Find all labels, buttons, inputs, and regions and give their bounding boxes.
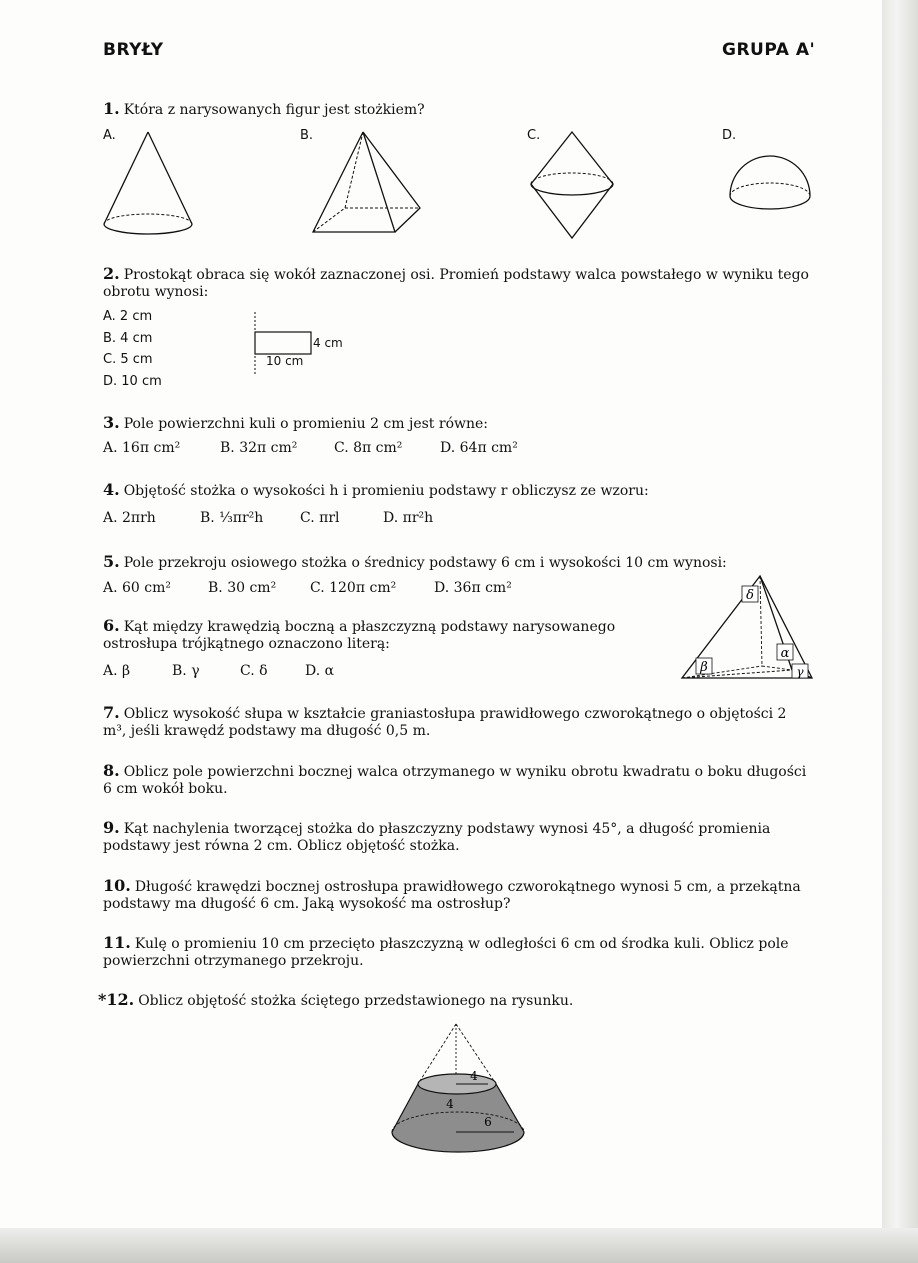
question-text: Długość krawędzi bocznej ostrosłupa prawidłowego czworokątnego wynosi 5 cm, a przekątna podstawy ma długość 6 cm. Jaką wysokość ma ostrosłup? — [103, 879, 801, 912]
question-number: 5. — [103, 552, 120, 571]
angle-delta-label: δ — [746, 588, 754, 603]
question-11 — [103, 934, 813, 970]
question-12 — [98, 991, 808, 1010]
question-number: 7. — [103, 703, 120, 722]
figure-truncated-cone — [388, 1022, 538, 1167]
option-d-label: D. — [722, 128, 737, 143]
figure-hemisphere — [726, 150, 816, 215]
angle-alpha-label: α — [780, 646, 790, 661]
width-label: 10 cm — [266, 354, 304, 368]
question-number: 6. — [103, 616, 120, 635]
option-c: C. πrl — [300, 510, 340, 526]
option-a: A. 2πrh — [103, 510, 156, 526]
question-text: Prostokąt obraca się wokół zaznaczonej osi. Promień podstawy walca powstałego w wyniku tego obrotu wynosi: — [103, 267, 809, 300]
question-number: 3. — [103, 413, 120, 432]
angle-beta-label: β — [700, 660, 708, 675]
question-text: Pole powierzchni kuli o promieniu 2 cm jest równe: — [123, 416, 489, 432]
option-b: B. 32π cm² — [220, 440, 298, 456]
option-a: A. β — [103, 663, 131, 679]
question-number: *12. — [98, 990, 135, 1009]
option-a-label: A. — [103, 128, 116, 143]
figure-triangular-pyramid — [680, 572, 820, 684]
option-c-label: C. — [527, 128, 541, 143]
option-c: C. 5 cm — [103, 352, 153, 367]
height-label: 4 cm — [313, 336, 343, 350]
question-2 — [103, 265, 813, 301]
question-text: Kulę o promieniu 10 cm przecięto płaszczyzną w odległości 6 cm od środka kuli. Oblicz pole powierzchni otrzymanego przekroju. — [103, 936, 789, 969]
question-number: 1. — [103, 99, 120, 118]
option-c: C. 120π cm² — [310, 580, 397, 596]
option-c: C. δ — [240, 663, 268, 679]
question-number: 4. — [103, 480, 120, 499]
question-6 — [103, 617, 643, 653]
question-number: 2. — [103, 264, 120, 283]
option-d: D. πr²h — [383, 510, 434, 526]
option-b: B. 4 cm — [103, 331, 153, 346]
question-number: 8. — [103, 761, 120, 780]
question-1 — [103, 100, 813, 119]
option-b: B. ⅓πr²h — [200, 510, 264, 526]
question-number: 11. — [103, 933, 131, 952]
option-a: A. 60 cm² — [103, 580, 172, 596]
question-text: Oblicz wysokość słupa w kształcie graniastosłupa prawidłowego czworokątnego o objętości 2 m³, jeśli krawędź podstawy ma długość 0,5 m. — [103, 706, 787, 739]
question-9 — [103, 819, 813, 855]
question-text: Oblicz pole powierzchni bocznej walca otrzymanego w wyniku obrotu kwadratu o boku długości 6 cm wokół boku. — [103, 764, 807, 797]
question-text: Pole przekroju osiowego stożka o średnicy podstawy 6 cm i wysokości 10 cm wynosi: — [123, 555, 727, 571]
option-a: A. 16π cm² — [103, 440, 181, 456]
height-label: 4 — [446, 1097, 454, 1111]
page-edge-right — [882, 0, 918, 1263]
option-b-label: B. — [300, 128, 314, 143]
question-text: Która z narysowanych figur jest stożkiem? — [123, 102, 425, 118]
question-text: Oblicz objętość stożka ściętego przedstawionego na rysunku. — [138, 993, 574, 1009]
option-b: B. 30 cm² — [208, 580, 277, 596]
section-title: BRYŁY — [103, 40, 164, 60]
question-text: Objętość stożka o wysokości h i promieniu podstawy r obliczysz ze wzoru: — [123, 483, 649, 499]
question-5 — [103, 553, 813, 572]
option-a: A. 2 cm — [103, 309, 153, 324]
option-d: D. α — [305, 663, 335, 679]
question-10 — [103, 877, 813, 913]
question-number: 9. — [103, 818, 120, 837]
question-7 — [103, 704, 813, 740]
option-d: D. 10 cm — [103, 374, 162, 389]
figure-double-cone — [527, 128, 627, 243]
question-4 — [103, 481, 813, 500]
bottom-radius-label: 6 — [484, 1115, 492, 1129]
question-text: Kąt nachylenia tworzącej stożka do płaszczyzny podstawy wynosi 45°, a długość promienia podstawy jest równa 2 cm. Oblicz objętość stożka. — [103, 821, 771, 854]
top-radius-label: 4 — [470, 1069, 478, 1083]
question-3 — [103, 414, 813, 433]
group-label: GRUPA A' — [722, 40, 816, 60]
figure-cone — [100, 128, 200, 238]
option-d: D. 36π cm² — [434, 580, 512, 596]
option-d: D. 64π cm² — [440, 440, 518, 456]
angle-gamma-label: γ — [796, 665, 804, 679]
page-edge-bottom — [0, 1228, 918, 1263]
figure-pyramid — [305, 128, 425, 238]
option-c: C. 8π cm² — [334, 440, 403, 456]
question-8 — [103, 762, 813, 798]
question-text: Kąt między krawędzią boczną a płaszczyzną podstawy narysowanego ostrosłupa trójkątnego oznaczono literą: — [103, 619, 616, 652]
option-b: B. γ — [172, 663, 200, 679]
question-number: 10. — [103, 876, 131, 895]
